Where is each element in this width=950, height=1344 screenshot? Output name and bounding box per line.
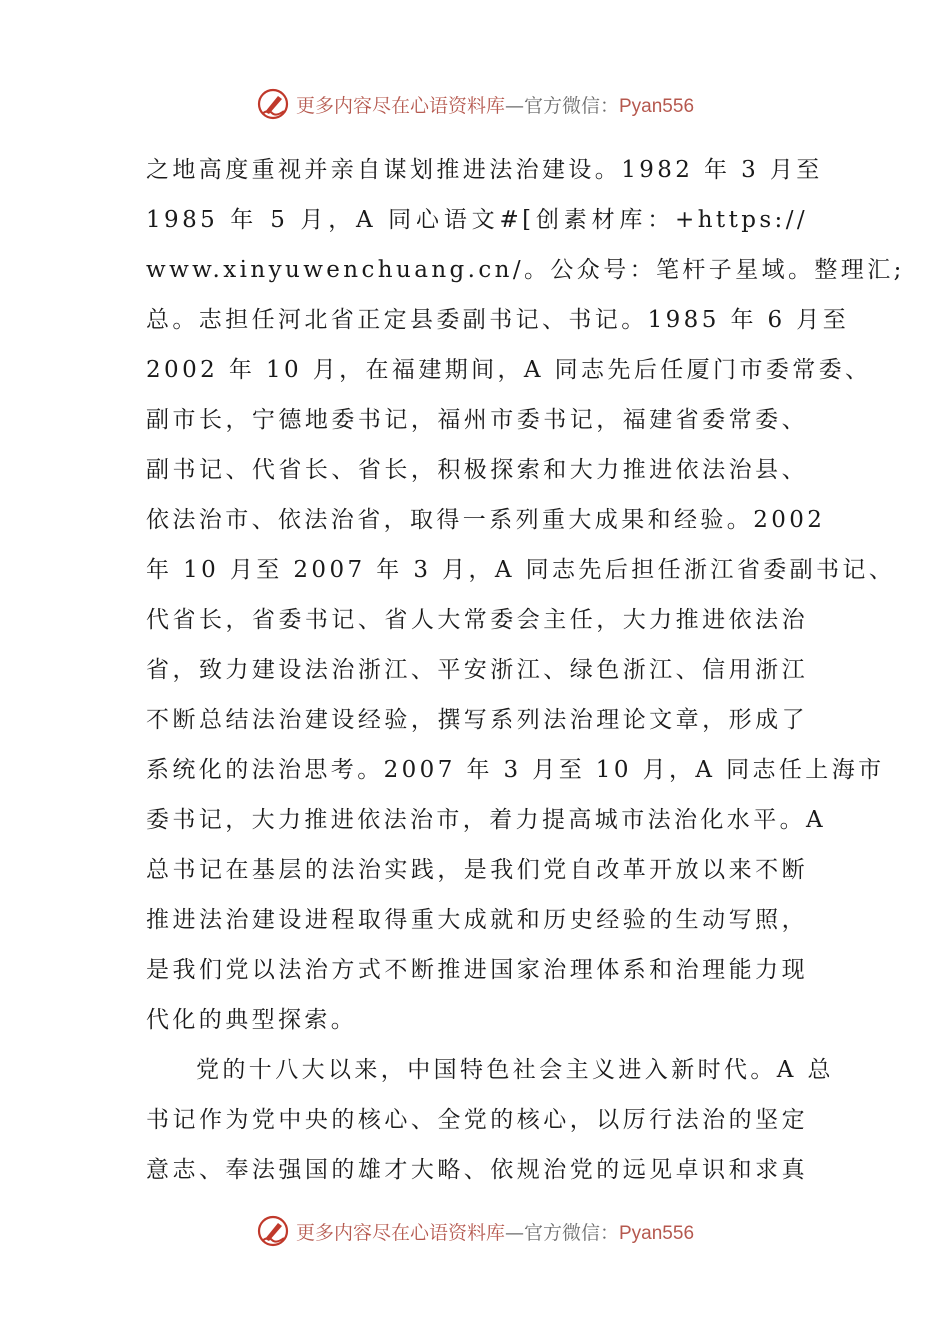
text-line: 省，致力建设法治浙江、平安浙江、绿色浙江、信用浙江 [146, 657, 808, 683]
footer-watermark [0, 1211, 950, 1251]
text-line: 总书记在基层的法治实践，是我们党自改革开放以来不断 [146, 857, 808, 883]
text-line: 推进法治建设进程取得重大成就和历史经验的生动写照， [146, 907, 808, 933]
text-line: 意志、奉法强国的雄才大略、依规治党的远见卓识和求真 [146, 1157, 808, 1183]
text-line: 副书记、代省长、省长，积极探索和大力推进依法治县、 [146, 457, 808, 483]
text-line: 副市长，宁德地委书记，福州市委书记，福建省委常委、 [146, 407, 808, 433]
text-line: 总。志担任河北省正定县委副书记、书记。1985 年 6 月至 [146, 307, 850, 333]
text-line: 1985 年 5 月，A 同心语文#[创素材库：+https:// [146, 207, 808, 233]
document-body [146, 145, 905, 1195]
watermark-official: 官方微信： [523, 1221, 619, 1244]
text-line: 之地高度重视并亲自谋划推进法治建设。1982 年 3 月至 [146, 157, 823, 183]
text-line: 依法治市、依法治省，取得一系列重大成果和经验。2002 [146, 507, 826, 533]
text-line: 代省长，省委书记、省人大常委会主任，大力推进依法治 [146, 607, 808, 633]
text-line: 不断总结法治建设经验，撰写系列法治理论文章，形成了 [146, 707, 808, 733]
header-watermark [0, 84, 950, 124]
text-line: 年 10 月至 2007 年 3 月，A 同志先后担任浙江省委副书记、 [146, 557, 896, 583]
text-line: 委书记，大力推进依法治市，着力提高城市法治化水平。A [146, 807, 827, 833]
paragraph-end-line: 代化的典型探索。 [146, 1007, 358, 1033]
watermark-text [296, 91, 694, 118]
text-line: 书记作为党中央的核心、全党的核心，以厉行法治的坚定 [146, 1107, 808, 1133]
text-line: 2002 年 10 月，在福建期间，A 同志先后任厦门市委常委、 [146, 357, 872, 383]
watermark-account: Pyan556 [619, 1222, 695, 1244]
watermark-dash: — [504, 94, 524, 117]
watermark-main: 更多内容尽在心语资料库 [295, 94, 505, 117]
text-line: 是我们党以法治方式不断推进国家治理体系和治理能力现 [146, 957, 808, 983]
text-line: www.xinyuwenchuang.cn/。公众号：笔杆子星域。整理汇; [146, 257, 905, 283]
pen-logo-icon [256, 1214, 290, 1248]
pen-logo-icon [256, 87, 290, 121]
watermark-main: 更多内容尽在心语资料库 [295, 1221, 505, 1244]
watermark-account: Pyan556 [619, 95, 695, 117]
watermark-text [296, 1218, 694, 1245]
watermark-dash: — [504, 1221, 524, 1244]
watermark-official: 官方微信： [523, 94, 619, 117]
paragraph-start-line: 党的十八大以来，中国特色社会主义进入新时代。A 总 [196, 1057, 834, 1083]
text-line: 系统化的法治思考。2007 年 3 月至 10 月，A 同志任上海市 [146, 757, 885, 783]
